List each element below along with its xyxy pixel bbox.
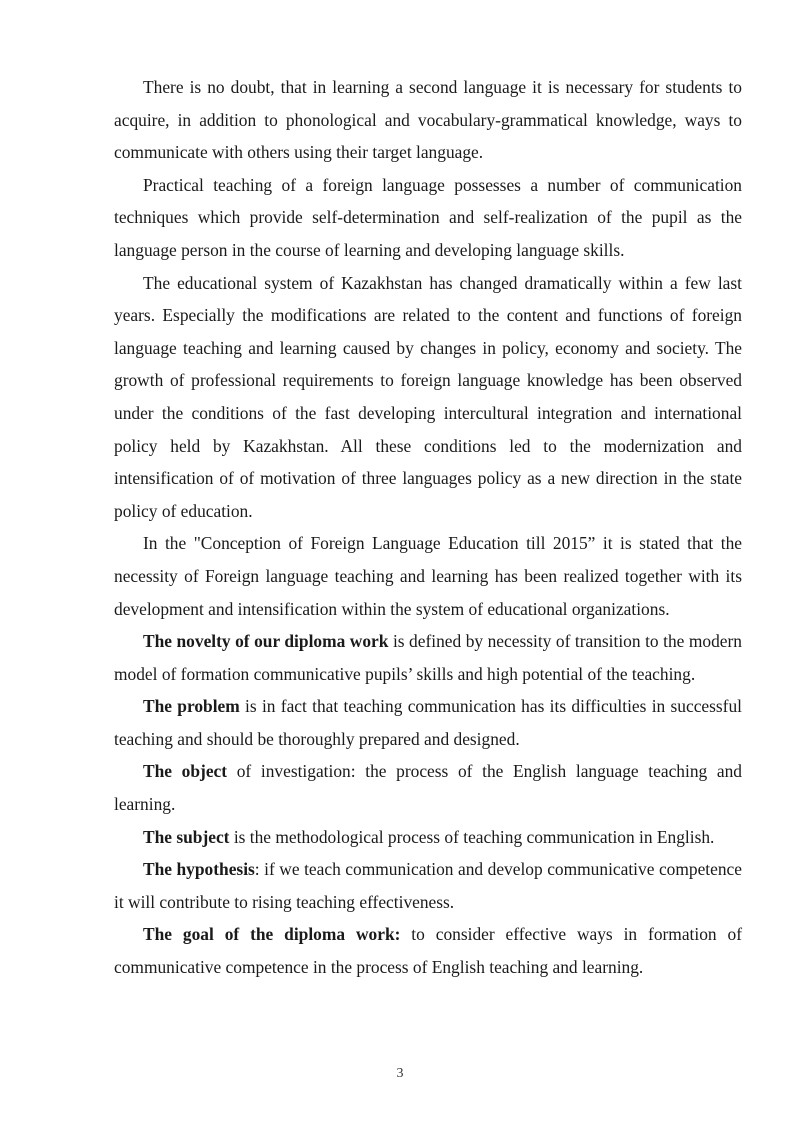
page-number: 3 <box>396 1066 404 1081</box>
paragraph-heading: The subject <box>143 826 230 847</box>
document-body <box>114 71 742 984</box>
paragraph-text: is in fact that teaching communication has its difficulties in successful teaching and should be thoroughly prepared and designed. <box>114 696 742 749</box>
paragraph-text: In the "Conception of Foreign Language Education till 2015” it is stated that the necessity of Foreign language teaching and learning has been realized together with its development and intensification within the system of educational organizations. <box>114 533 742 619</box>
paragraph-problem <box>114 690 742 755</box>
paragraph-subject <box>114 821 742 854</box>
paragraph-object <box>114 755 742 820</box>
paragraph-text: to consider effective ways in formation of communicative competence in the process of English teaching and learning. <box>114 924 742 978</box>
paragraph-heading: The hypothesis <box>143 859 255 880</box>
paragraph-text: of investigation: the process of the English language teaching and learning. <box>114 761 742 815</box>
paragraph-hypothesis <box>114 853 742 918</box>
paragraph-heading: The object <box>143 761 228 782</box>
paragraph-educational-system <box>114 267 742 528</box>
paragraph-text: The educational system of Kazakhstan has changed dramatically within a few last years. Especially the modifications are related to the content and functions of foreign language teaching and learning caused by changes in policy, economy and society. The growth of professional requirements to foreign language knowledge has been observed under the conditions of the fast developing intercultural integration and international policy held by Kazakhstan. All these conditions led to the modernization and intensification of of motivation of three languages policy as a new direction in the state policy of education. <box>114 272 742 521</box>
paragraph-intro <box>114 71 742 169</box>
paragraph-practical-teaching <box>114 169 742 267</box>
paragraph-goal <box>114 918 742 983</box>
paragraph-text: Practical teaching of a foreign language possesses a number of communication techniques which provide self-determination and self-realization of the pupil as the language person in the course of learning and developing language skills. <box>114 174 742 260</box>
paragraph-novelty <box>114 625 742 690</box>
paragraph-heading: The novelty of our diploma work <box>143 631 389 652</box>
paragraph-text: There is no doubt, that in learning a second language it is necessary for students to acquire, in addition to phonological and vocabulary-grammatical knowledge, ways to communicate with others using their target language. <box>114 77 742 163</box>
paragraph-text: is the methodological process of teaching communication in English. <box>229 826 715 847</box>
paragraph-heading: The problem <box>143 696 240 717</box>
paragraph-text: is defined by necessity of transition to the modern model of formation communicative pupils’ skills and high potential of the teaching. <box>114 631 742 684</box>
paragraph-text: : if we teach communication and develop communicative competence it will contribute to rising teaching effectiveness. <box>114 859 742 912</box>
paragraph-conception <box>114 527 742 625</box>
paragraph-heading: The goal of the diploma work: <box>143 924 401 945</box>
